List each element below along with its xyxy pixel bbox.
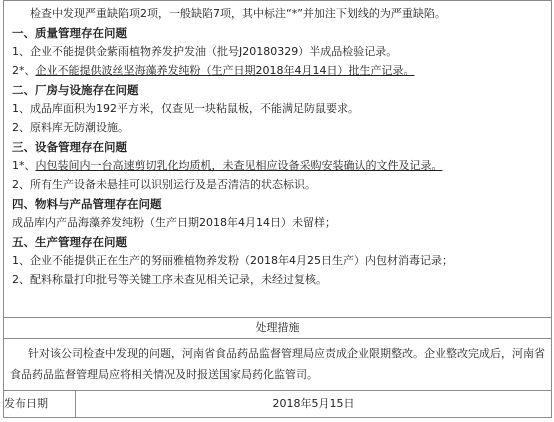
section-heading-quality: 一、质量管理存在问题 [12, 26, 127, 40]
finding-item: 2、原料库无防潮设施。 [12, 121, 129, 134]
intro-text: 检查中发现严重缺陷项2项，一般缺陷7项，其中标注“*”并加注下划线的为严重缺陷。 [30, 7, 446, 20]
inspection-table [3, 0, 552, 418]
section-heading-materials: 四、物料与产品管理存在问题 [12, 197, 162, 211]
measures-heading-cell [4, 318, 552, 339]
publish-date-value: 2018年5月15日 [76, 391, 552, 418]
section-heading-production: 五、生产管理存在问题 [12, 235, 127, 249]
section-heading-equipment: 三、设备管理存在问题 [12, 140, 127, 154]
finding-item: 2、配料称量打印批号等关键工序未查见相关记录，未经过复核。 [12, 273, 327, 286]
measures-text: 针对该公司检查中发现的问题，河南省食品药品监督管理局应责成企业限期整改。企业整改完成后，河南省食品药品监督管理局应将相关情况及时报送国家局药化监管司。 [10, 347, 545, 381]
measures-body-cell [4, 339, 552, 391]
measures-heading: 处理措施 [255, 321, 300, 334]
finding-item: 成品库内产品海藻养发纯粉（生产日期2018年4月14日）未留样； [12, 216, 336, 229]
finding-item-severe: 2*、企业不能提供波丝坚海藻养发纯粉（生产日期2018年4月14日）批生产记录。 [12, 64, 415, 77]
section-heading-facilities: 二、厂房与设施存在问题 [12, 83, 139, 97]
finding-item: 1、企业不能提供正在生产的努丽雅植物养发粉（2018年4月25日生产）内包材消毒记录； [12, 254, 453, 267]
publish-date-label: 发布日期 [4, 391, 76, 418]
finding-item-severe: 1*、内包装间内一台高速剪切乳化均质机，未查见相应设备采购安装确认的文件及记录。 [12, 159, 443, 172]
findings-cell [4, 1, 552, 318]
finding-item: 1、成品库面积为192平方米，仅查见一块粘鼠板，不能满足防鼠要求。 [12, 102, 359, 115]
finding-item: 1、企业不能提供金紫雨植物养发护发油（批号J20180329）半成品检验记录。 [12, 45, 398, 58]
finding-item: 2、所有生产设备未悬挂可以识别运行及是否清洁的状态标识。 [12, 178, 316, 191]
